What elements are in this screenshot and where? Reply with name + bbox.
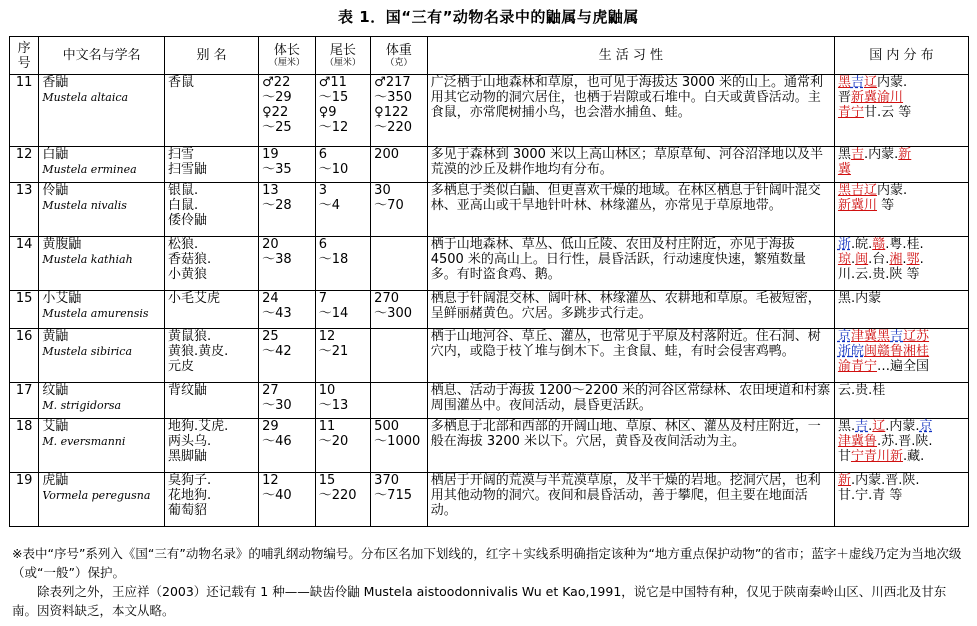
cell-body-length: 13 ～28 [259, 183, 316, 237]
footnotes [12, 544, 970, 620]
distribution-line [838, 183, 965, 198]
distribution-line [838, 252, 965, 267]
cell-tail-length: 6 ～10 [315, 147, 370, 183]
region-key-protected: 黑 [837, 75, 851, 90]
table-row [10, 183, 969, 237]
header-weight-label: 体重 [385, 43, 412, 58]
cell-weight [371, 329, 428, 383]
distribution-line [838, 75, 965, 90]
table-row [10, 147, 969, 183]
region-key-protected: 渝 [877, 90, 891, 105]
region-key-protected: 辽 [863, 75, 877, 90]
table-title: 表 1．国“三有”动物名录中的鼬属与虎鼬属 [338, 8, 639, 26]
scientific-name: Mustela sibirica [42, 345, 133, 358]
scientific-name: Mustela nivalis [42, 199, 127, 212]
region-general-protected: 吉 [855, 419, 869, 434]
cell-seq: 18 [10, 419, 39, 473]
cell-tail-length: 10 ～13 [315, 383, 370, 419]
header-body-length [259, 37, 316, 75]
region-text: .粤.桂. [885, 237, 924, 252]
region-general-protected: 吉 [850, 75, 864, 90]
cell-seq: 16 [10, 329, 39, 383]
distribution-line [838, 434, 965, 449]
cell-alias: 香鼠 [164, 75, 258, 147]
cell-habits: 多见于森林到 3000 米以上高山林区；草原草甸、河谷沼泽地以及半荒漠的沙丘及耕作地均有分布。 [427, 147, 834, 183]
region-text: .台. [868, 252, 890, 267]
scientific-name: Mustela erminea [42, 163, 137, 176]
footnote-extra-species: 除表列之外，王应祥（2003）还记载有 1 种——缺齿伶鼬 Mustela aistoodonnivalis Wu et Kao,1991，说它是中国特有种，仅见于陕南秦岭山区、川西北及甘东南。因资料缺乏，本文从略。 [12, 584, 947, 618]
region-text: .皖. [850, 237, 873, 252]
region-key-protected: 辽 [863, 183, 877, 198]
chinese-name: 小艾鼬 [42, 291, 82, 306]
region-key-protected: 辽 [872, 419, 886, 434]
scientific-name: Mustela kathiah [42, 253, 133, 266]
chinese-name: 黄腹鼬 [42, 237, 82, 252]
table-row [10, 329, 969, 383]
cell-body-length: 24 ～43 [259, 291, 316, 329]
cell-alias: 小毛艾虎 [164, 291, 258, 329]
region-key-protected: 冀 [850, 198, 864, 213]
cell-weight [371, 237, 428, 291]
cell-body-length: 25 ～42 [259, 329, 316, 383]
cell-seq: 11 [10, 75, 39, 147]
region-general-protected: 浙 [837, 344, 851, 359]
region-key-protected: 鲁 [863, 434, 877, 449]
distribution-line [838, 329, 965, 344]
cell-body-length: 29 ～46 [259, 419, 316, 473]
cell-distribution [834, 329, 968, 383]
region-general-protected: 吉 [890, 329, 904, 344]
distribution-line [838, 90, 965, 105]
cell-habits: 多栖息于北部和西部的开阔山地、草原、林区、灌丛及村庄附近，一般在海拔 3200 米以下。穴居，黄昏及夜间活动为主。 [427, 419, 834, 473]
header-weight [371, 37, 428, 75]
region-text: . [919, 252, 924, 267]
region-text: .内蒙. [885, 419, 920, 434]
distribution-line [838, 344, 965, 359]
chinese-name: 伶鼬 [42, 183, 69, 198]
distribution-line [838, 147, 965, 162]
region-key-protected: 赣 [872, 237, 886, 252]
cell-body-length: 27 ～30 [259, 383, 316, 419]
distribution-line [838, 162, 965, 177]
header-seq: 序号 [10, 37, 39, 75]
cell-distribution [834, 147, 968, 183]
region-key-protected: 黑 [837, 183, 851, 198]
region-text: 云.贵.桂 [837, 383, 886, 398]
cell-weight: 270 ～300 [371, 291, 428, 329]
cell-weight: ♂217 ～350 ♀122 ～220 [371, 75, 428, 147]
region-key-protected: 川 [890, 90, 904, 105]
header-body-label: 体长 [273, 43, 300, 58]
cell-distribution [834, 473, 968, 527]
cell-seq: 13 [10, 183, 39, 237]
distribution-line [838, 267, 965, 282]
cell-habits: 广泛栖于山地森林和草原，也可见于海拔达 3000 米的山上。通常利用其它动物的洞穴居住，也栖于岩隙或石堆中。白天或黄昏活动。主食鼠，亦常爬树捕小鸟，也会潜水捕鱼、蛙。 [427, 75, 834, 147]
cell-distribution [834, 383, 968, 419]
region-key-protected: 湘 [903, 344, 917, 359]
region-key-protected: 琼 [837, 252, 851, 267]
header-tail-unit: （厘米） [324, 58, 361, 68]
cell-weight: 370 ～715 [371, 473, 428, 527]
cell-habits: 栖于山地河谷、草丘、灌丛，也常见于平原及村落附近。住石洞、树穴内，或隐于枝丫堆与倒木下。主食鼠、蛙，有时会侵害鸡鸭。 [427, 329, 834, 383]
cell-tail-length: 7 ～14 [315, 291, 370, 329]
cell-weight: 500 ～1000 [371, 419, 428, 473]
region-key-protected: 闽 [855, 252, 869, 267]
region-key-protected: 宁 [850, 105, 864, 120]
table-row [10, 473, 969, 527]
cell-tail-length: 6 ～18 [315, 237, 370, 291]
distribution-line [838, 237, 965, 252]
region-text: 甘 [837, 449, 851, 464]
species-table [9, 36, 969, 527]
header-tail-length [315, 37, 370, 75]
region-general-protected: 京 [919, 419, 933, 434]
cell-seq: 17 [10, 383, 39, 419]
distribution-line [838, 488, 965, 503]
region-key-protected: 鲁 [890, 344, 904, 359]
cell-name [39, 291, 165, 329]
cell-name [39, 75, 165, 147]
cell-habits: 栖息、活动于海拔 1200～2200 米的河谷区常绿林、农田埂道和村寨周围灌丛中。夜间活动，晨昏更活跃。 [427, 383, 834, 419]
header-tail-label: 尾长 [329, 43, 356, 58]
table-row [10, 237, 969, 291]
cell-habits: 栖于山地森林、草丛、低山丘陵、农田及村庄附近，亦见于海拔 4500 米的高山上。日行性，晨昏活跃，行动速度快速，繁殖数量多。有时盗食鸡、鹅。 [427, 237, 834, 291]
region-key-protected: 苏 [916, 329, 930, 344]
cell-body-length: ♂22 ～29 ♀22 ～25 [259, 75, 316, 147]
region-text: 内蒙. [877, 75, 908, 90]
cell-weight: 30 ～70 [371, 183, 428, 237]
table-row [10, 291, 969, 329]
region-key-protected: 新 [890, 449, 904, 464]
region-key-protected: 青 [863, 449, 877, 464]
scientific-name: M. eversmanni [42, 435, 126, 448]
region-key-protected: 川 [863, 198, 877, 213]
table-body [10, 75, 969, 527]
region-key-protected: 宁 [863, 359, 877, 374]
cell-weight: 200 [371, 147, 428, 183]
region-text: 黑.内蒙 [837, 291, 882, 306]
cell-tail-length: 11 ～20 [315, 419, 370, 473]
cell-tail-length: 15 ～220 [315, 473, 370, 527]
chinese-name: 黄鼬 [42, 329, 69, 344]
table-row [10, 383, 969, 419]
header-habits: 生 活 习 性 [427, 37, 834, 75]
region-general-protected: 京 [837, 329, 851, 344]
region-text: .内蒙. [863, 147, 899, 162]
distribution-line [838, 473, 965, 488]
cell-body-length: 12 ～40 [259, 473, 316, 527]
header-name: 中文名与学名 [39, 37, 165, 75]
cell-habits: 多栖息于类似白鼬、但更喜欢干燥的地域。在林区栖息于针阔叶混交林、亚高山或干旱地针叶林、林缘灌丛，亦常见于草原地带。 [427, 183, 834, 237]
region-key-protected: 津 [837, 434, 851, 449]
distribution-line [838, 359, 965, 374]
cell-distribution [834, 291, 968, 329]
region-text: . [902, 252, 907, 267]
region-key-protected: 冀 [837, 162, 851, 177]
region-text: 川.云.贵.陕 等 [837, 267, 920, 282]
region-key-protected: 桂 [916, 344, 930, 359]
region-text: . [868, 419, 873, 434]
region-key-protected: 宁 [850, 449, 864, 464]
cell-seq: 14 [10, 237, 39, 291]
table-row [10, 419, 969, 473]
cell-distribution [834, 75, 968, 147]
cell-name [39, 183, 165, 237]
cell-name [39, 147, 165, 183]
cell-body-length: 19 ～35 [259, 147, 316, 183]
region-key-protected: 湘 [889, 252, 903, 267]
region-key-protected: 鄂 [906, 252, 920, 267]
cell-seq: 12 [10, 147, 39, 183]
header-weight-unit: （克） [385, 58, 413, 68]
cell-name [39, 329, 165, 383]
distribution-line [838, 291, 965, 306]
header-distribution: 国 内 分 布 [834, 37, 968, 75]
chinese-name: 艾鼬 [42, 419, 69, 434]
cell-distribution [834, 237, 968, 291]
region-key-protected: 冀 [850, 434, 864, 449]
cell-tail-length: ♂11 ～15 ♀9 ～12 [315, 75, 370, 147]
region-key-protected: 新 [850, 90, 864, 105]
cell-alias: 地狗.艾虎. 两头乌. 黑脚鼬 [164, 419, 258, 473]
region-general-protected: 皖 [850, 344, 864, 359]
cell-body-length: 20 ～38 [259, 237, 316, 291]
region-key-protected: 吉 [850, 147, 864, 162]
region-text: 甘.宁.青 等 [837, 488, 903, 503]
region-key-protected: 新 [837, 198, 851, 213]
region-key-protected: 川 [877, 449, 891, 464]
distribution-line [838, 449, 965, 464]
distribution-line [838, 105, 965, 120]
chinese-name: 纹鼬 [42, 383, 69, 398]
cell-tail-length: 12 ～21 [315, 329, 370, 383]
distribution-line [838, 419, 965, 434]
region-key-protected: 青 [850, 359, 864, 374]
distribution-line [838, 383, 965, 398]
distribution-line [838, 198, 965, 213]
table-row [10, 75, 969, 147]
scientific-name: Mustela amurensis [42, 307, 149, 320]
region-key-protected: 渝 [837, 359, 851, 374]
region-text: 内蒙. [877, 183, 908, 198]
region-text: 等 [877, 198, 895, 213]
cell-name [39, 473, 165, 527]
region-text: …遍全国 [877, 359, 930, 374]
scientific-name: M. strigidorsa [42, 399, 122, 412]
cell-alias: 松狼. 香菇狼. 小黄狼 [164, 237, 258, 291]
region-text: 甘.云 等 [863, 105, 912, 120]
region-text: 黑 [837, 147, 851, 162]
region-text: . [850, 252, 856, 267]
region-key-protected: 新 [898, 147, 912, 162]
cell-seq: 19 [10, 473, 39, 527]
region-key-protected: 津 [850, 329, 864, 344]
cell-name [39, 237, 165, 291]
header-row [10, 37, 969, 75]
cell-distribution [834, 183, 968, 237]
cell-seq: 15 [10, 291, 39, 329]
cell-distribution [834, 419, 968, 473]
region-key-protected: 黑 [877, 329, 891, 344]
chinese-name: 白鼬 [42, 147, 69, 162]
chinese-name: 虎鼬 [42, 473, 69, 488]
cell-alias: 扫雪 扫雪鼬 [164, 147, 258, 183]
region-text: .藏. [903, 449, 925, 464]
scientific-name: Mustela altaica [42, 91, 129, 104]
header-alias: 别 名 [164, 37, 258, 75]
region-key-protected: 青 [837, 105, 851, 120]
region-key-protected: 闽 [863, 344, 877, 359]
region-key-protected: 赣 [877, 344, 891, 359]
region-key-protected: 新 [837, 473, 851, 488]
cell-alias: 臭狗子. 花地狗. 葡萄貂 [164, 473, 258, 527]
cell-habits: 栖居于开阔的荒漠与半荒漠草原，及半干燥的岩地。挖洞穴居，也利用其他动物的洞穴。夜间和晨昏活动，善于攀爬，但主要在地面活动。 [427, 473, 834, 527]
cell-habits: 栖息于针阔混交林、阔叶林、林缘灌丛、农耕地和草原。毛被短密，呈鲜丽赭黄色。穴居。多跳步式行走。 [427, 291, 834, 329]
cell-name [39, 383, 165, 419]
region-text: .苏.晋.陕. [877, 434, 933, 449]
region-text: 晋 [837, 90, 851, 105]
scientific-name: Vormela peregusna [42, 489, 151, 502]
footnote-legend: ※表中“序号”系列入《国“三有”动物名录》的哺乳纲动物编号。分布区名加下划线的，红字＋实线系明确指定该种为“地方重点保护动物”的省市；蓝字＋虚线乃定为当地次级（或“一般”）保护。 [12, 546, 962, 580]
region-text: 黑. [837, 419, 856, 434]
cell-alias: 背纹鼬 [164, 383, 258, 419]
header-body-unit: （厘米） [268, 58, 305, 68]
region-text: .内蒙.晋.陕. [850, 473, 920, 488]
region-key-protected: 冀 [863, 329, 877, 344]
cell-weight [371, 383, 428, 419]
region-key-protected: 冀 [863, 90, 877, 105]
cell-alias: 银鼠. 白鼠. 倭伶鼬 [164, 183, 258, 237]
region-general-protected: 浙 [837, 237, 851, 252]
region-key-protected: 辽 [903, 329, 917, 344]
cell-alias: 黄鼠狼. 黄狼.黄皮. 元皮 [164, 329, 258, 383]
cell-tail-length: 3 ～4 [315, 183, 370, 237]
chinese-name: 香鼬 [42, 75, 69, 90]
cell-name [39, 419, 165, 473]
region-key-protected: 吉 [850, 183, 864, 198]
